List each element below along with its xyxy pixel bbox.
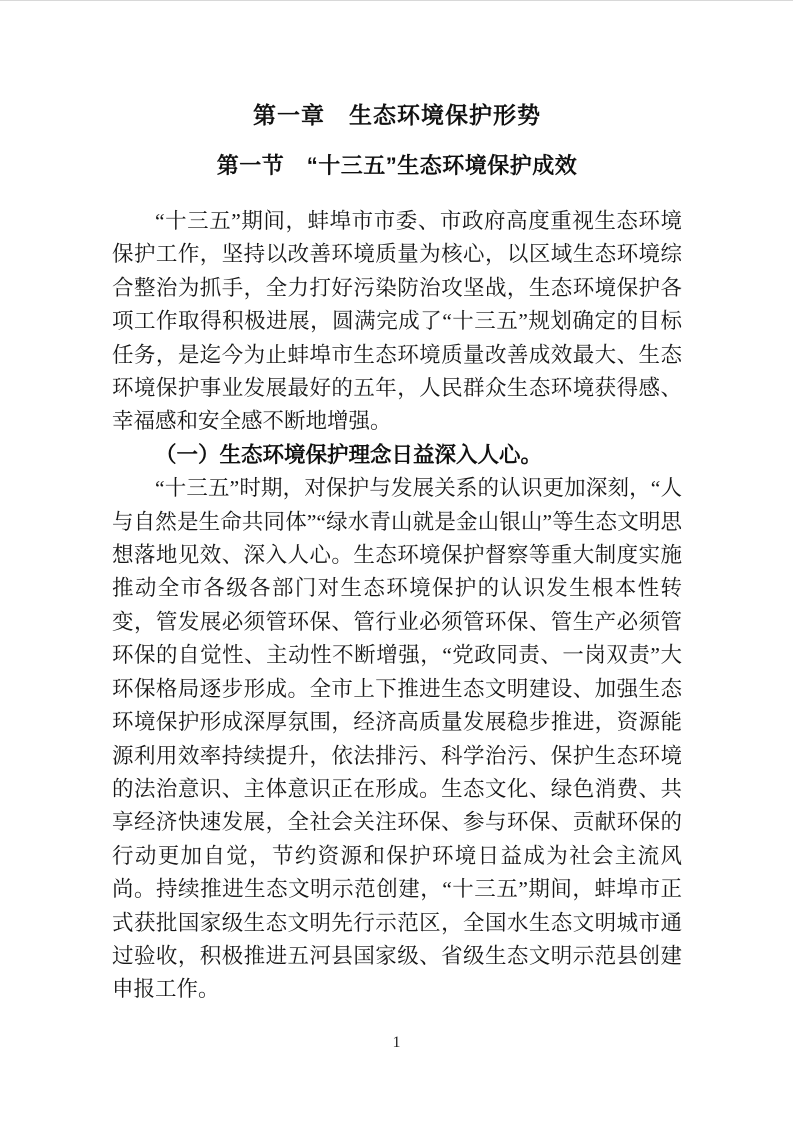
intro-paragraph: “十三五”期间，蚌埠市市委、市政府高度重视生态环境保护工作，坚持以改善环境质量为核心，以区域生态环境综合整治为抓手，全力打好污染防治攻坚战，生态环境保护各项工作取得积极进展，圆满完成了“十三五”规划确定的目标任务，是迄今为止蚌埠市生态环境质量改善成效最大、生态环境保护事业发展最好的五年，人民群众生态环境获得感、幸福感和安全感不断地增强。 [112, 209, 682, 434]
subsection-paragraph: “十三五”时期，对保护与发展关系的认识更加深刻，“人与自然是生命共同体”“绿水青山就是金山银山”等生态文明思想落地见效、深入人心。生态环境保护督察等重大制度实施推动全市各级各部门对生态环境保护的认识发生根本性转变，管发展必须管环保、管行业必须管环保、管生产必须管环保的自觉性、主动性不断增强，“党政同责、一岗双责”大环保格局逐步形成。全市上下推进生态文明建设、加强生态环境保护形成深厚氛围，经济高质量发展稳步推进，资源能源利用效率持续提升，依法排污、科学治污、保护生态环境的法治意识、主体意识正在形成。生态文化、绿色消费、共享经济快速发展，全社会关注环保、参与环保、贡献环保的行动更加自觉，节约资源和保护环境日益成为社会主流风尚。持续推进生态文明示范创建，“十三五”期间，蚌埠市正式获批国家级生态文明先行示范区，全国水生态文明城市通过验收，积极推进五河县国家级、省级生态文明示范县创建申报工作。 [112, 476, 682, 1002]
page-number: 1 [392, 1034, 401, 1051]
page-top-edge [0, 0, 793, 1]
chapter-title: 第一章 生态环境保护形势 [253, 102, 541, 128]
document-content [112, 100, 682, 1007]
section-title: 第一节 “十三五”生态环境保护成效 [216, 153, 578, 178]
subsection-heading: （一）生态环境保护理念日益深入人心。 [155, 442, 543, 467]
